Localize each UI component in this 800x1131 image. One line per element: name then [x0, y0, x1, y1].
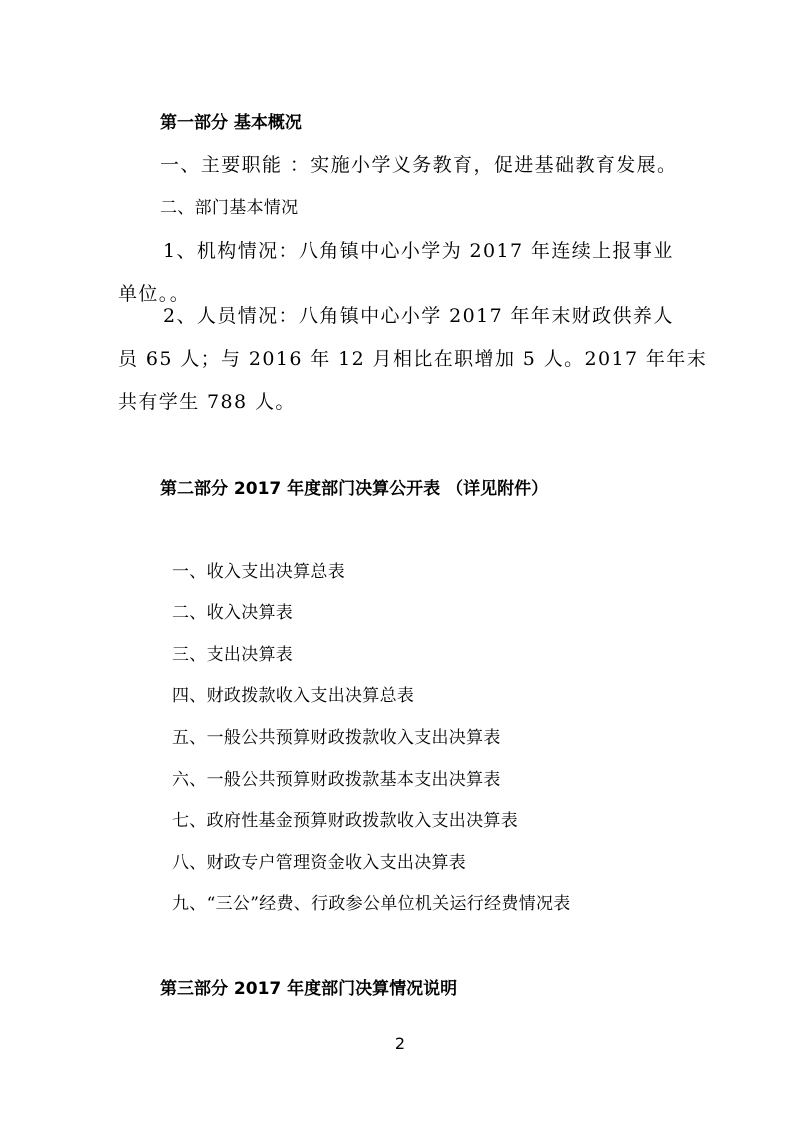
org-info-line-2: 单位。。	[118, 283, 191, 305]
main-function-line: 一、主要职能 ：实施小学义务教育，促进基础教育发展。	[160, 154, 678, 176]
staff-info-line-2: 员 65 人；与 2016 年 12 月相比在职增加 5 人。2017 年年末	[118, 348, 708, 370]
part3-title: 第三部分 2017 年度部门决算情况说明	[160, 979, 458, 999]
list-item: 九、“三公”经费、行政参公单位机关运行经费情况表	[172, 894, 571, 914]
part1-title: 第一部分 基本概况	[160, 113, 302, 133]
list-item: 一、收入支出决算总表	[172, 562, 345, 582]
list-item: 四、财政拨款收入支出决算总表	[172, 686, 415, 706]
list-item: 二、收入决算表	[172, 603, 294, 623]
list-item: 七、政府性基金预算财政拨款收入支出决算表	[172, 811, 518, 831]
staff-info-line-3: 共有学生 788 人。	[118, 391, 296, 413]
list-item: 五、一般公共预算财政拨款收入支出决算表	[172, 728, 501, 748]
list-item: 三、支出决算表	[172, 645, 294, 665]
staff-info-line-1: 2、人员情况：八角镇中心小学 2017 年年末财政供养人	[163, 305, 674, 327]
part2-title: 第二部分 2017 年度部门决算公开表 （详见附件）	[160, 479, 549, 499]
page-number: 2	[394, 1034, 406, 1053]
basic-info-title: 二、部门基本情况	[160, 198, 299, 218]
list-item: 八、财政专户管理资金收入支出决算表	[172, 853, 467, 873]
org-info-line-1: 1、机构情况：八角镇中心小学为 2017 年连续上报事业	[163, 240, 674, 262]
list-item: 六、一般公共预算财政拨款基本支出决算表	[172, 770, 501, 790]
